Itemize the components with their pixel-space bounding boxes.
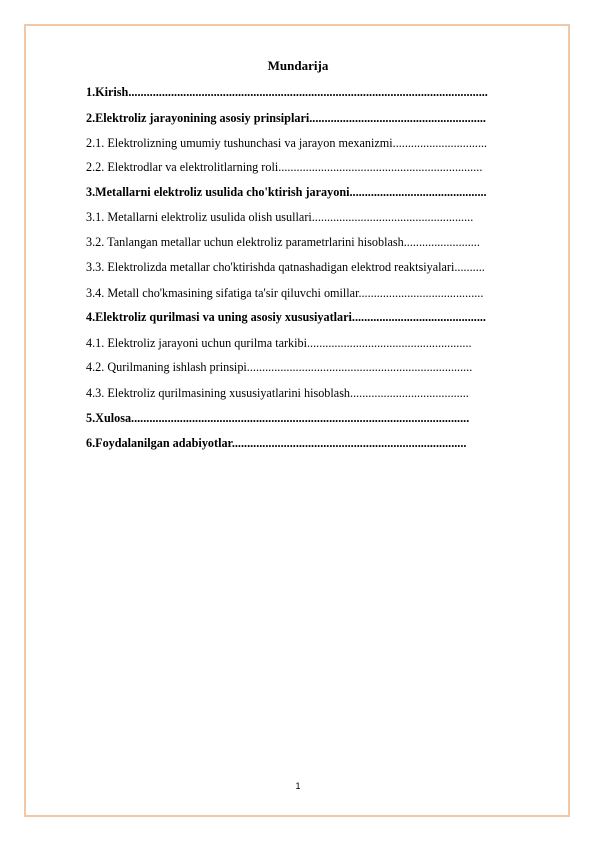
toc-entry-2: 2.Elektroliz jarayonining asosiy prinsiplari..........................................................: [86, 111, 486, 125]
toc-entry-6: 6.Foydalanilgan adabiyotlar.............................................................................: [86, 436, 467, 450]
toc-entry-3-2: 3.2. Tanlangan metallar uchun elektroliz parametrlarini hisoblash.........................: [86, 235, 480, 249]
toc-entry-5: 5.Xulosa...............................................................................................................: [86, 411, 470, 425]
toc-entry-2-2: 2.2. Elektrodlar va elektrolitlarning roli...................................................................: [86, 160, 483, 174]
toc-entry-1: 1.Kirish......................................................................................................................: [86, 85, 488, 99]
toc-entry-2-1: 2.1. Elektrolizning umumiy tushunchasi va jarayon mexanizmi...............................: [86, 136, 488, 150]
toc-entry-4-1: 4.1. Elektroliz jarayoni uchun qurilma tarkibi......................................................: [86, 336, 472, 350]
toc-entry-3-3: 3.3. Elektrolizda metallar cho'ktirishda qatnashadigan elektrod reaktsiyalari..........: [86, 260, 485, 274]
toc-entry-3: 3.Metallarni elektroliz usulida cho'ktirish jarayoni.............................................: [86, 185, 487, 199]
toc-entry-4-2: 4.2. Qurilmaning ishlash prinsipi..........................................................................: [86, 360, 473, 374]
toc-entry-3-4: 3.4. Metall cho'kmasining sifatiga ta'sir qiluvchi omillar.........................................: [86, 286, 484, 300]
toc-entry-4: 4.Elektroliz qurilmasi va uning asosiy xususiyatlari............................................: [86, 310, 486, 324]
toc-entry-4-3: 4.3. Elektroliz qurilmasining xususiyatlarini hisoblash.......................................: [86, 386, 469, 400]
page-number: 1: [295, 781, 301, 791]
toc-entry-3-1: 3.1. Metallarni elektroliz usulida olish usullari.....................................................: [86, 210, 474, 224]
toc-title: Mundarija: [267, 58, 329, 73]
